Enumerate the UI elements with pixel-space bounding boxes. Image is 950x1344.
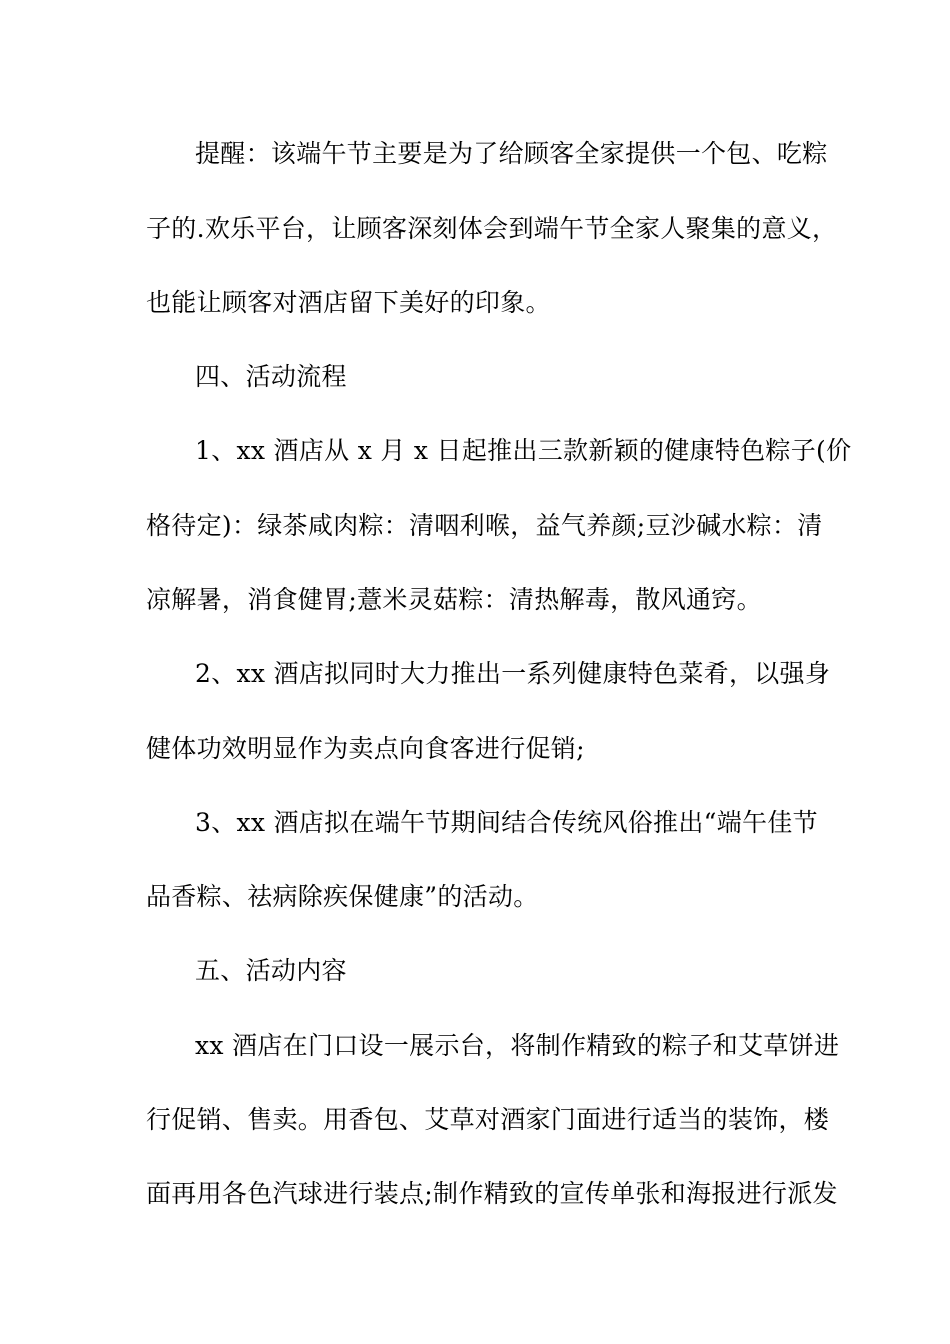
paragraph-line: 行促销、售卖。用香包、艾草对酒家门面进行适当的装饰，楼 bbox=[146, 1105, 830, 1134]
paragraph-line: 健体功效明显作为卖点向食客进行促销; bbox=[146, 734, 585, 763]
paragraph-line: 1、xx 酒店从 x 月 x 日起推出三款新颖的健康特色粽子(价 bbox=[195, 436, 852, 465]
paragraph-line: 格待定)：绿茶咸肉粽：清咽利喉，益气养颜;豆沙碱水粽：清 bbox=[146, 511, 823, 540]
section-heading: 四、活动流程 bbox=[195, 362, 347, 391]
paragraph-line: 3、xx 酒店拟在端午节期间结合传统风俗推出“端午佳节 bbox=[195, 808, 818, 837]
paragraph-line: 子的.欢乐平台，让顾客深刻体会到端午节全家人聚集的意义， bbox=[146, 214, 838, 243]
paragraph-line: 品香粽、祛病除疾保健康”的活动。 bbox=[146, 882, 539, 911]
paragraph-line: 面再用各色汽球进行装点;制作精致的宣传单张和海报进行派发 bbox=[146, 1179, 838, 1208]
paragraph-line: 也能让顾客对酒店留下美好的印象。 bbox=[146, 288, 551, 317]
paragraph-line: 提醒：该端午节主要是为了给顾客全家提供一个包、吃粽 bbox=[195, 139, 828, 168]
paragraph-line: xx 酒店在门口设一展示台，将制作精致的粽子和艾草饼进 bbox=[195, 1031, 840, 1060]
paragraph-line: 凉解暑，消食健胃;薏米灵菇粽：清热解毒，散风通窍。 bbox=[146, 585, 762, 614]
paragraph-line: 2、xx 酒店拟同时大力推出一系列健康特色菜肴，以强身 bbox=[195, 659, 831, 688]
section-heading: 五、活动内容 bbox=[195, 956, 347, 985]
